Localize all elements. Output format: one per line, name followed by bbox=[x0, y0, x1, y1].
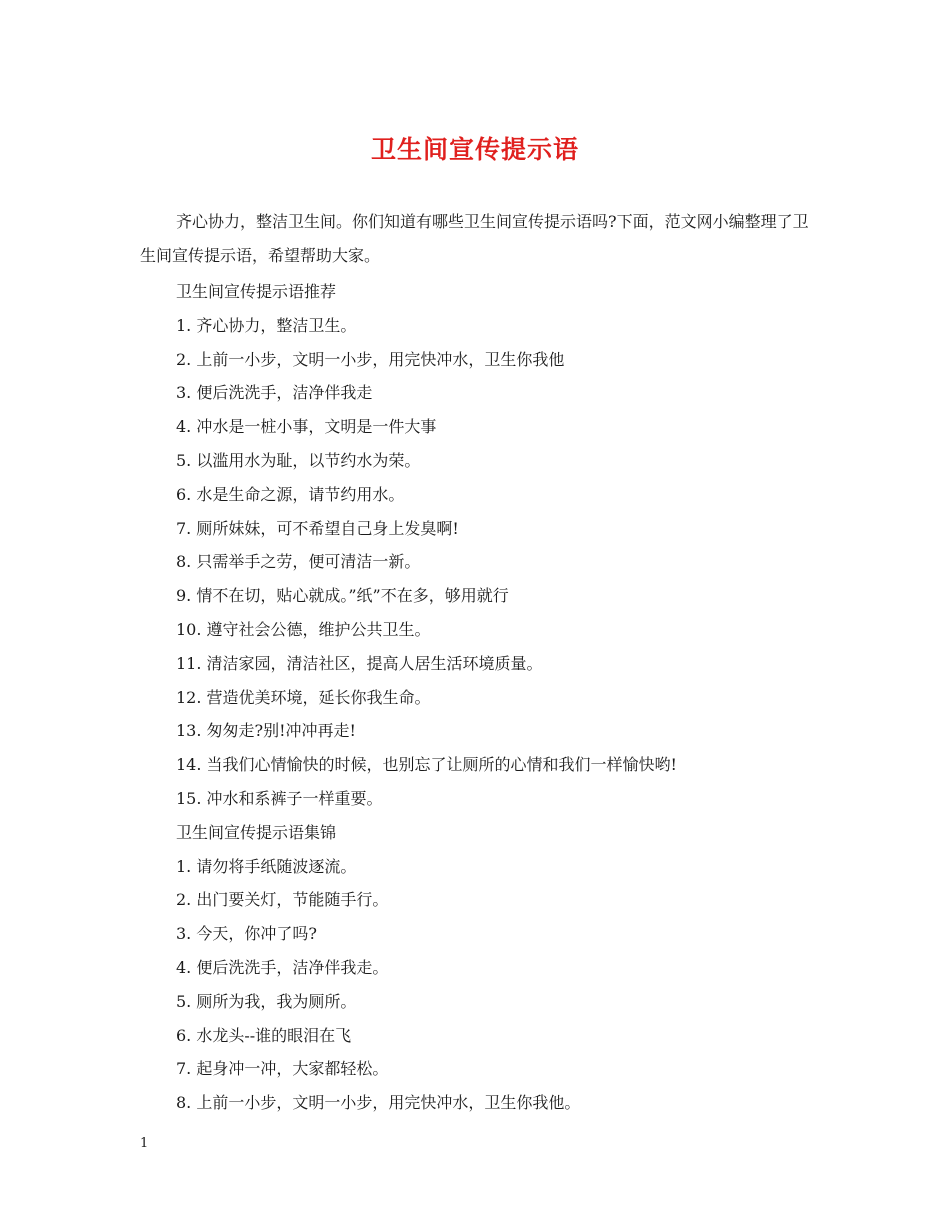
document-body bbox=[176, 275, 816, 1120]
list-item: 11. 清洁家园，清洁社区，提高人居生活环境质量。 bbox=[176, 653, 543, 673]
list-item: 9. 情不在切，贴心就成。”纸”不在多，够用就行 bbox=[176, 586, 509, 606]
list-item: 1. 齐心协力，整洁卫生。 bbox=[176, 315, 357, 335]
list-item: 6. 水是生命之源，请节约用水。 bbox=[176, 484, 405, 504]
list-item: 7. 厕所妹妹，可不希望自己身上发臭啊! bbox=[176, 518, 459, 538]
list-item: 15. 冲水和系裤子一样重要。 bbox=[176, 788, 383, 808]
section-heading-recommend: 卫生间宣传提示语推荐 bbox=[176, 282, 337, 301]
list-item: 3. 便后洗洗手，洁净伴我走 bbox=[176, 383, 373, 403]
section-heading-collection: 卫生间宣传提示语集锦 bbox=[176, 822, 337, 842]
list-item: 1. 请勿将手纸随波逐流。 bbox=[176, 856, 357, 876]
intro-paragraph: 齐心协力，整洁卫生间。你们知道有哪些卫生间宣传提示语吗?下面，范文网小编整理了卫生间宣传提示语，希望帮助大家。 bbox=[140, 212, 809, 265]
list-item: 12. 营造优美环境，延长你我生命。 bbox=[176, 687, 431, 707]
page-number: 1 bbox=[140, 1136, 149, 1151]
list-item: 7. 起身冲一冲，大家都轻松。 bbox=[176, 1059, 389, 1079]
list-item: 8. 只需举手之劳，便可清洁一新。 bbox=[176, 552, 421, 572]
list-item: 2. 出门要关灯，节能随手行。 bbox=[176, 890, 389, 910]
list-item: 2. 上前一小步，文明一小步，用完快冲水，卫生你我他 bbox=[176, 349, 565, 369]
list-item: 3. 今天，你冲了吗? bbox=[176, 924, 317, 944]
list-item: 5. 厕所为我，我为厕所。 bbox=[176, 991, 357, 1011]
list-item: 13. 匆匆走?别!冲冲再走! bbox=[176, 721, 356, 741]
list-item: 10. 遵守社会公德，维护公共卫生。 bbox=[176, 619, 431, 639]
list-item: 4. 冲水是一桩小事，文明是一件大事 bbox=[176, 417, 437, 437]
list-item: 5. 以滥用水为耻，以节约水为荣。 bbox=[176, 450, 421, 470]
list-item: 4. 便后洗洗手，洁净伴我走。 bbox=[176, 957, 389, 977]
document-title: 卫生间宣传提示语 bbox=[370, 135, 579, 164]
list-item: 6. 水龙头--谁的眼泪在飞 bbox=[176, 1025, 352, 1045]
list-item: 14. 当我们心情愉快的时候，也别忘了让厕所的心情和我们一样愉快哟! bbox=[176, 755, 677, 775]
list-item: 8. 上前一小步，文明一小步，用完快冲水，卫生你我他。 bbox=[176, 1093, 581, 1113]
